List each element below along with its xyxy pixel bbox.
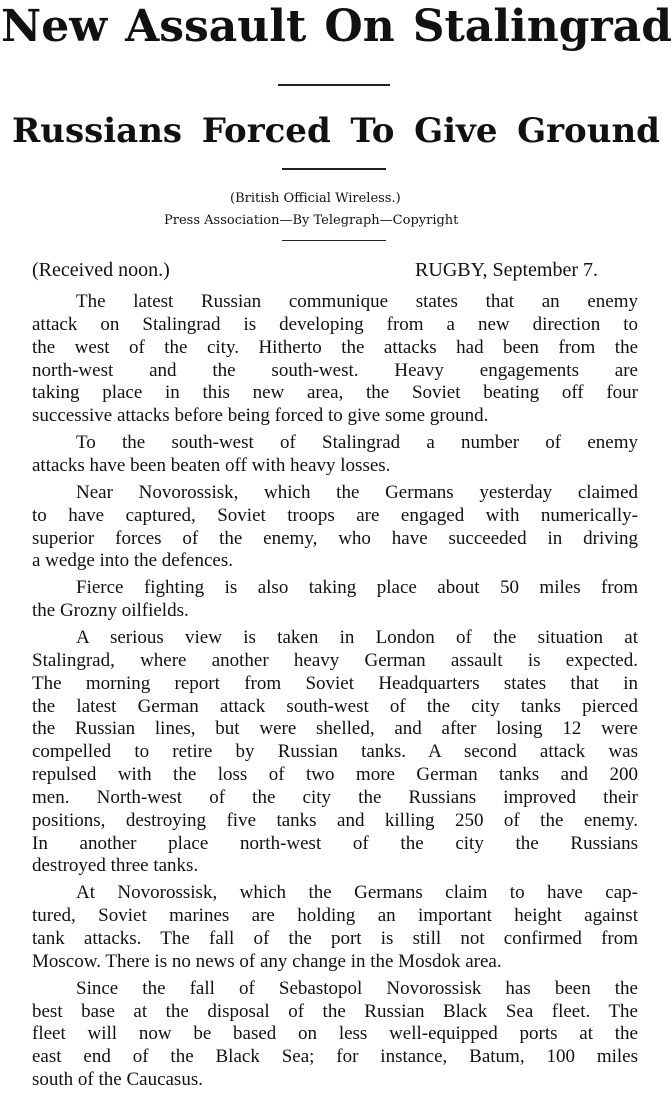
paragraph-line: the Russian lines, but were shelled, and after losing 12 were: [32, 718, 638, 740]
paragraph-first-line: Fierce fighting is also taking place about 50 miles from: [76, 577, 638, 599]
paragraph-line: superior forces of the enemy, who have succeeded in driving: [32, 527, 638, 549]
paragraph-line: Stalingrad, where another heavy German assault is expected.: [32, 649, 638, 671]
paragraph-line: a wedge into the defences.: [32, 550, 233, 572]
headline: [0, 0, 672, 54]
paragraph-line: tured, Soviet marines are holding an important height against: [32, 905, 638, 927]
paragraph-line: men. North-west of the city the Russians improved their: [32, 786, 638, 808]
paragraph-line: destroyed three tanks.: [32, 855, 199, 877]
paragraph-line: tank attacks. The fall of the port is still not confirmed from: [32, 928, 638, 949]
credit-line-2: Press Association—By Telegraph—Copyright: [164, 213, 459, 228]
received-time: (Received noon.): [32, 259, 170, 281]
subheadline: [12, 108, 660, 154]
subheadline-word: To: [350, 111, 395, 151]
subheadline-word: Give: [414, 111, 498, 151]
paragraph-line: the west of the city. Hitherto the attacks had been from the: [32, 336, 638, 358]
paragraph-line: fleet will now be based on less well-equipped ports at the: [32, 1023, 638, 1045]
paragraph-line: east end of the Black Sea; for instance, Batum, 100 miles: [32, 1046, 638, 1068]
paragraph-line: attack on Stalingrad is developing from a new direction to: [32, 313, 638, 335]
headline-word: Assault: [125, 1, 307, 52]
headline-word: New: [1, 1, 108, 52]
paragraph-line: best base at the disposal of the Russian Black Sea fleet. The: [32, 1000, 638, 1022]
credit-divider: [282, 240, 386, 241]
paragraph-line: compelled to retire by Russian tanks. A second attack was: [32, 741, 638, 763]
place-and-date: RUGBY, September 7.: [415, 259, 598, 281]
paragraph-first-line: Near Novorossisk, which the Germans yesterday claimed: [76, 481, 638, 503]
paragraph-first-line: Since the fall of Sebastopol Novorossisk has been the: [76, 977, 638, 999]
paragraph-line: attacks have been beaten off with heavy losses.: [32, 455, 391, 476]
paragraph-first-line: The latest Russian communique states that an enemy: [76, 291, 638, 312]
paragraph-line: the latest German attack south-west of the city tanks pierced: [32, 695, 638, 717]
subheadline-divider: [282, 168, 386, 170]
paragraph-line: repulsed with the loss of two more German tanks and 200: [32, 764, 638, 785]
paragraph-first-line: At Novorossisk, which the Germans claim to have cap-: [76, 882, 638, 904]
paragraph-line: south of the Caucasus.: [32, 1069, 203, 1091]
subheadline-word: Russians: [12, 111, 183, 151]
paragraph-line: The morning report from Soviet Headquarters states that in: [32, 672, 638, 694]
subheadline-word: Ground: [517, 111, 660, 151]
paragraph-line: taking place in this new area, the Soviet beating off four: [32, 382, 638, 404]
paragraph-line: successive attacks before being forced to give some ground.: [32, 405, 489, 427]
paragraph-line: Moscow. There is no news of any change in the Mosdok area.: [32, 950, 502, 972]
paragraph-first-line: A serious view is taken in London of the situation at: [76, 626, 638, 648]
headline-divider: [278, 84, 390, 86]
paragraph-line: to have captured, Soviet troops are engaged with numerically-: [32, 504, 638, 526]
paragraph-line: north-west and the south-west. Heavy engagements are: [32, 359, 638, 381]
paragraph-line: positions, destroying five tanks and killing 250 of the enemy.: [32, 809, 638, 831]
dateline: [32, 258, 598, 282]
paragraph-line: In another place north-west of the city the Russians: [32, 832, 638, 854]
headline-word: On: [324, 1, 395, 52]
headline-word: Stalingrad: [412, 1, 672, 52]
paragraph-first-line: To the south-west of Stalingrad a number of enemy: [76, 432, 638, 454]
paragraph-line: the Grozny oilfields.: [32, 600, 189, 622]
subheadline-word: Forced: [201, 111, 331, 151]
credit-line-1: (British Official Wireless.): [230, 191, 401, 206]
